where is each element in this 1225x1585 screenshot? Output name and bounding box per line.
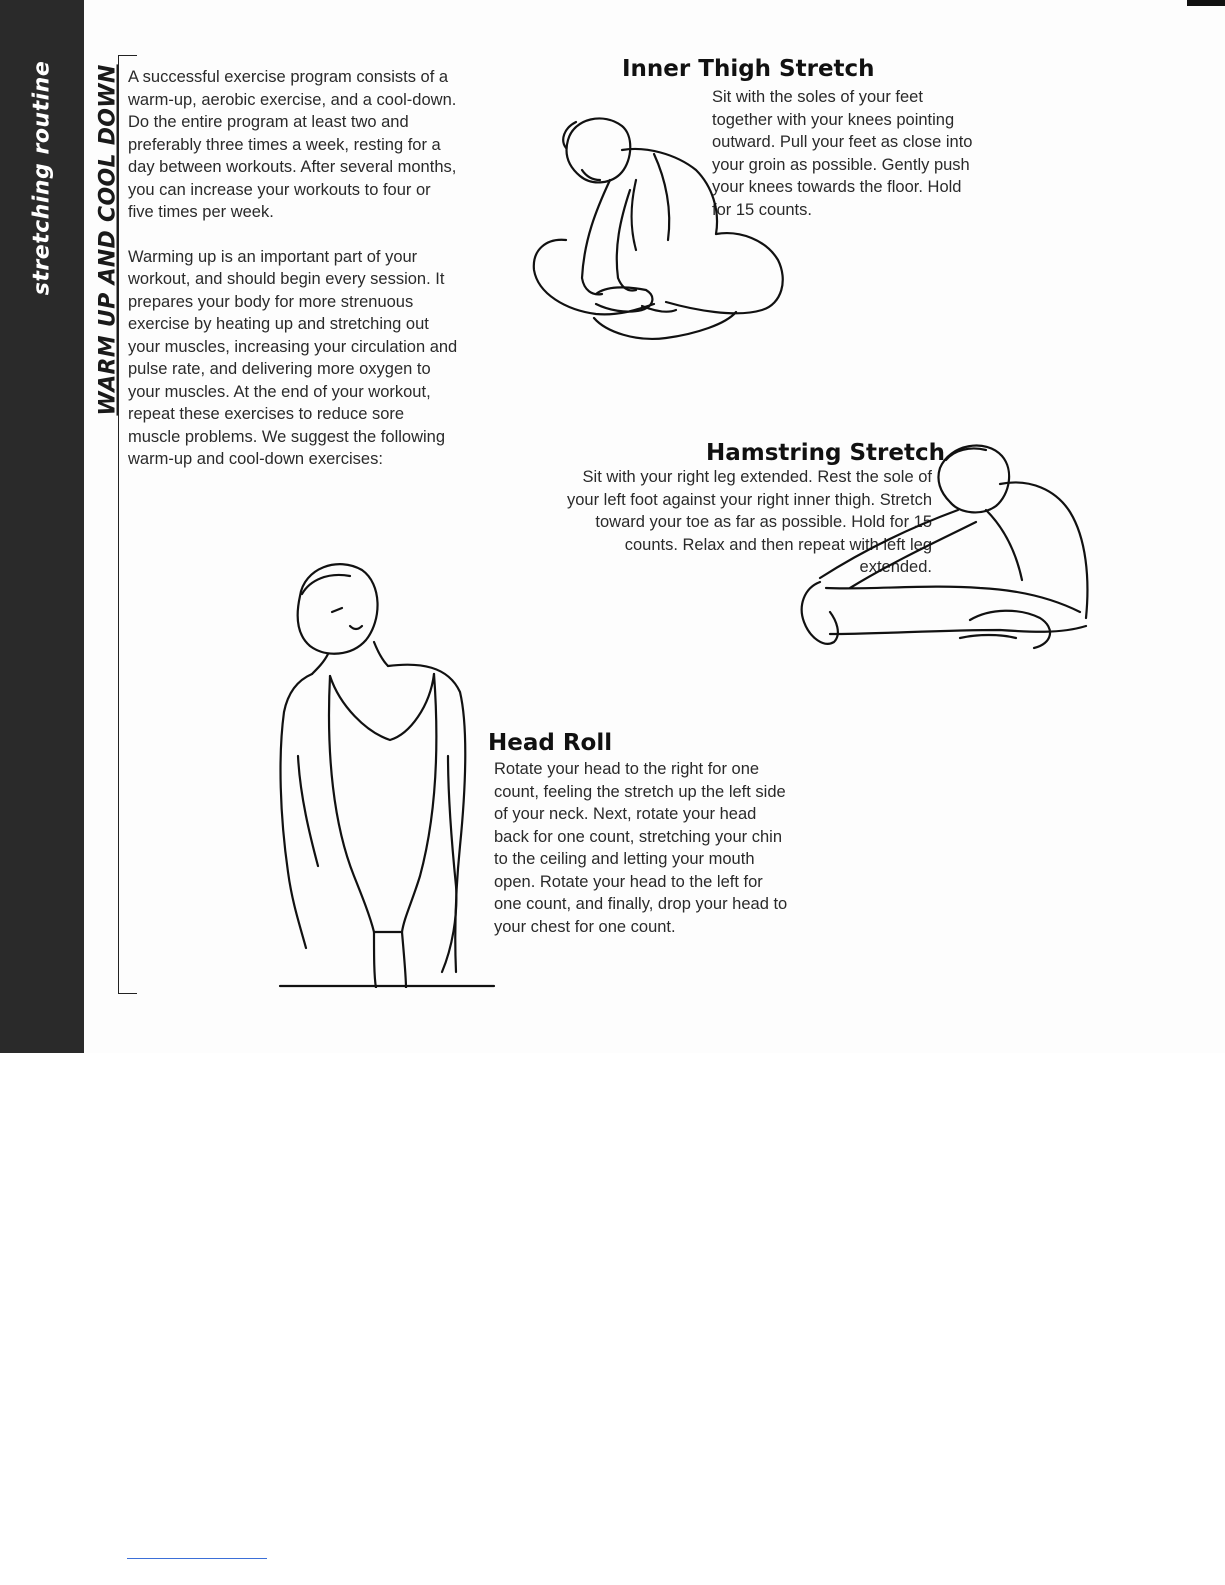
head-roll-text: Rotate your head to the right for one count, feeling the stretch up the left side of your neck. Next, rotate your head back for one count, stretching your chin to the ceiling and letting your mouth open. Rotate your head to the left for one count, and finally, drop your head to your chest for one count. bbox=[494, 760, 788, 936]
head-roll-figure bbox=[270, 556, 500, 988]
intro-paragraph: A successful exercise program consists of a warm-up, aerobic exercise, and a cool-down. Do the entire program at least two and preferably three times a week, resting for a day between workouts. After several months, you can increase your workouts to four or five times per week. bbox=[128, 68, 457, 221]
sidebar-label: stretching routine bbox=[29, 60, 55, 296]
sidebar-band bbox=[0, 0, 84, 1053]
intro-text bbox=[128, 66, 458, 493]
hamstring-title: Hamstring Stretch bbox=[706, 440, 945, 466]
inner-thigh-title: Inner Thigh Stretch bbox=[622, 56, 875, 82]
bottom-rule bbox=[127, 1558, 267, 1559]
hamstring-figure bbox=[790, 438, 1110, 670]
section-title: WARM UP AND COOL DOWN bbox=[95, 64, 121, 416]
inner-thigh-figure bbox=[526, 110, 788, 350]
intro-paragraph: Warming up is an important part of your workout, and should begin every session. It prepares your body for more strenuous exercise by heating up and stretching out your muscles, increasing your circulation and pulse rate, and delivering more oxygen to your muscles. At the end of your workout, repeat these exercises to reduce sore muscle problems. We suggest the following warm-up and cool-down exercises: bbox=[128, 247, 458, 468]
inner-thigh-text: Sit with the soles of your feet together with your knees pointing outward. Pull your feet as close into your groin as possible. Gently push your knees towards the floor. Hold for 15 counts. bbox=[712, 88, 973, 219]
head-roll-title: Head Roll bbox=[488, 730, 613, 756]
edge-mark bbox=[1187, 0, 1225, 6]
hamstring-text: Sit with your right leg extended. Rest the sole of your left foot against your right inner thigh. Stretch toward your toe as far as possible. Hold for 15 counts. Relax and then repeat with left leg extended. bbox=[566, 468, 932, 576]
blank-area bbox=[0, 1053, 1225, 1585]
